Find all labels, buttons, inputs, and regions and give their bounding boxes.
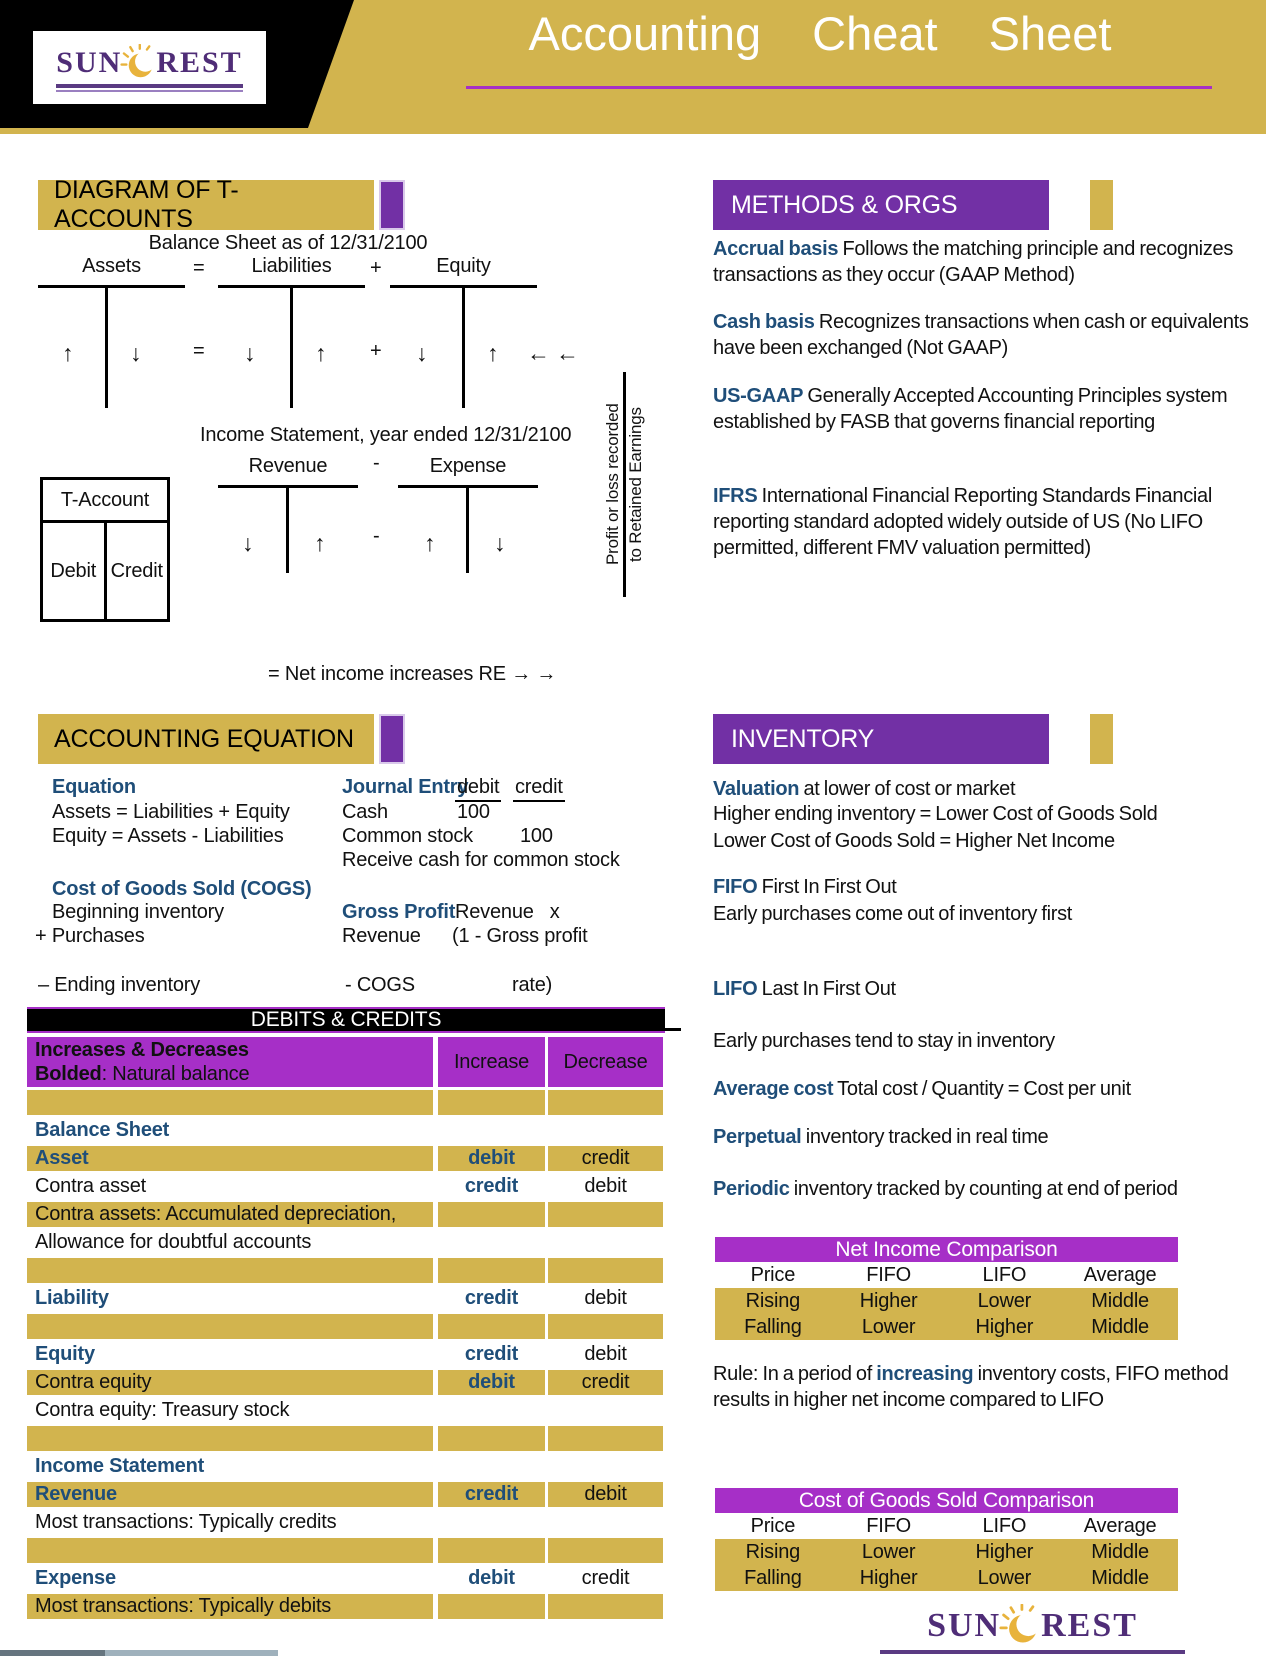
col-lifo: LIFO: [982, 1515, 1027, 1537]
table-row: [27, 1454, 665, 1479]
journal-note: Receive cash for common stock: [342, 849, 620, 871]
valuation-text: at lower of cost or market: [799, 778, 1016, 800]
table-row: [27, 1538, 665, 1563]
row-decrease: debit: [584, 1343, 627, 1365]
journal-debit-column-header: debit: [455, 775, 501, 802]
liabilities-label: Liabilities: [251, 255, 332, 277]
row-decrease: [548, 1538, 663, 1563]
us-gaap-text: Generally Accepted Accounting Principles system established by FASB that governs financial reporting: [713, 385, 1228, 433]
section-accounting-equation: ACCOUNTING EQUATION: [38, 714, 374, 764]
col-price: Price: [750, 1264, 796, 1286]
row-label: [27, 1090, 433, 1115]
cogs-heading: Cost of Goods Sold (COGS): [52, 878, 312, 900]
table-row: [27, 1146, 665, 1171]
cell: Middle: [1091, 1290, 1149, 1312]
cogs-line-2: + Purchases: [35, 925, 145, 947]
fifo-line-2: Early purchases come out of inventory first: [713, 903, 1073, 925]
fifo-line: [713, 874, 1273, 900]
valuation-line-3: Lower Cost of Goods Sold = Higher Net Income: [713, 830, 1115, 852]
row-label: [27, 1426, 433, 1451]
t-account-title: T-Account: [43, 480, 167, 523]
table-row: [27, 1090, 665, 1115]
liabilities-credit-up-arrow: ↑: [315, 340, 327, 366]
double-left-arrows-icon: ← ←: [527, 340, 579, 366]
table-row: [715, 1314, 1178, 1340]
minus-sign-2: -: [373, 525, 380, 547]
col-price: Price: [750, 1515, 796, 1537]
purple-accent-square-2: [379, 714, 405, 764]
cell: Falling: [744, 1567, 802, 1589]
accrual-basis-term: Accrual basis: [713, 238, 839, 260]
row-increase: credit: [464, 1343, 519, 1365]
suncrest-logo-top: [33, 31, 266, 104]
logo-rest-text: REST: [156, 45, 243, 79]
row-increase: [438, 1510, 545, 1535]
row-increase: [438, 1398, 545, 1423]
rule-suffix: inventory costs, FIFO method results in higher net income compared to LIFO: [713, 1363, 1229, 1411]
cogs-comparison-title: Cost of Goods Sold Comparison: [715, 1488, 1178, 1513]
cash-basis-term: Cash basis: [713, 311, 815, 333]
row-increase: debit: [438, 1146, 545, 1171]
equation-line-2: Equity = Assets - Liabilities: [52, 825, 284, 847]
table-row: [27, 1258, 665, 1283]
assets-t-topline: [38, 285, 185, 288]
balance-sheet-caption: Balance Sheet as of 12/31/2100: [148, 232, 428, 254]
journal-row1-account: Cash: [342, 801, 388, 823]
table-row: [27, 1286, 665, 1311]
equity-t-stem: [462, 288, 465, 408]
dash-mark: [665, 1028, 681, 1031]
cell: Middle: [1091, 1541, 1149, 1563]
row-label: Contra asset: [35, 1175, 146, 1197]
cash-basis-paragraph: [713, 309, 1270, 361]
gross-profit-r2: (1 - Gross profit: [452, 925, 588, 947]
plus-sign: +: [370, 257, 382, 279]
lifo-line-2: Early purchases tend to stay in inventory: [713, 1030, 1055, 1052]
suncrest-crescent-icon: [122, 44, 156, 82]
revenue-label: Revenue: [248, 455, 328, 477]
periodic-line: [713, 1176, 1273, 1202]
row-decrease: [548, 1398, 663, 1423]
row-increase: [438, 1538, 545, 1563]
partial-table-bar-light: [105, 1650, 278, 1656]
column-header-row: [715, 1262, 1178, 1288]
row-decrease: [548, 1510, 663, 1535]
row-increase: [438, 1090, 545, 1115]
header-line2-bold: Bolded: [35, 1063, 102, 1085]
equity-credit-up-arrow: ↑: [487, 340, 499, 366]
cell: Middle: [1091, 1567, 1149, 1589]
row-decrease: debit: [548, 1482, 663, 1507]
assets-label: Assets: [82, 255, 141, 277]
table-row: [27, 1342, 665, 1367]
gross-profit-heading: Gross Profit: [342, 901, 456, 923]
gold-accent-square: [1090, 180, 1113, 230]
cell: Falling: [744, 1316, 802, 1338]
cell: Lower: [977, 1567, 1032, 1589]
equation-heading: Equation: [52, 776, 136, 798]
valuation-line: [713, 776, 1273, 802]
t-account-legend: [40, 477, 170, 622]
expense-t-stem: [466, 488, 469, 573]
row-label: Liability: [35, 1287, 109, 1309]
table-row: [715, 1288, 1178, 1314]
cogs-comparison-table: [715, 1488, 1178, 1591]
row-label: [27, 1314, 433, 1339]
table-row: [27, 1398, 665, 1423]
table-row: [715, 1565, 1178, 1591]
equals-sign: =: [193, 257, 205, 279]
cell: Middle: [1091, 1316, 1149, 1338]
row-increase: credit: [464, 1287, 519, 1309]
expense-label: Expense: [429, 455, 507, 477]
perpetual-term: Perpetual: [713, 1126, 802, 1148]
row-label: Most transactions: Typically credits: [35, 1511, 337, 1533]
table-row: [27, 1426, 665, 1451]
row-label: Contra equity: [27, 1370, 433, 1395]
row-decrease: debit: [584, 1175, 627, 1197]
us-gaap-term: US-GAAP: [713, 385, 804, 407]
minus-sign: -: [373, 452, 380, 474]
row-label: Equity: [35, 1343, 95, 1365]
row-decrease: [548, 1090, 663, 1115]
table-body: [715, 1288, 1178, 1340]
perpetual-line: [713, 1124, 1273, 1150]
valuation-line-2: Higher ending inventory = Lower Cost of Goods Sold: [713, 803, 1158, 825]
increase-column-header: Increase: [438, 1037, 545, 1087]
header-line1: Increases & Decreases: [35, 1039, 249, 1061]
col-average: Average: [1083, 1515, 1157, 1537]
equity-debit-down-arrow: ↓: [416, 340, 428, 366]
section-inventory: INVENTORY: [713, 714, 1049, 764]
row-decrease: credit: [548, 1370, 663, 1395]
row-increase: [438, 1258, 545, 1283]
us-gaap-paragraph: [713, 383, 1270, 435]
lifo-line: [713, 976, 1273, 1002]
row-increase: [438, 1230, 545, 1255]
expense-credit-down-arrow: ↓: [494, 530, 506, 556]
row-label: Asset: [27, 1146, 433, 1171]
logo-underline: [880, 1650, 1185, 1654]
row-label: Contra assets: Accumulated depreciation,: [27, 1202, 433, 1227]
retained-earnings-note: [603, 372, 646, 597]
liabilities-t-stem: [290, 288, 293, 408]
row-increase: [438, 1202, 545, 1227]
cell: Rising: [745, 1290, 801, 1312]
gold-accent-square-2: [1090, 714, 1113, 764]
debits-credits-table: [27, 1007, 665, 1619]
periodic-text: inventory tracked by counting at end of period: [789, 1178, 1178, 1200]
lifo-term: LIFO: [713, 978, 758, 1000]
row-increase: credit: [464, 1175, 519, 1197]
equals-sign-2: =: [193, 340, 205, 362]
rule-prefix: Rule: In a period of: [713, 1363, 877, 1385]
col-fifo: FIFO: [866, 1515, 911, 1537]
table-row: [27, 1510, 665, 1535]
row-decrease: [548, 1230, 663, 1255]
logo-rest-text: REST: [1041, 1607, 1138, 1644]
credit-side-label: Credit: [110, 559, 163, 582]
net-income-note: = Net income increases RE → →: [268, 663, 557, 685]
col-average: Average: [1083, 1264, 1157, 1286]
row-label: Revenue: [27, 1482, 433, 1507]
lifo-text: Last In First Out: [757, 978, 896, 1000]
assets-debit-up-arrow: ↑: [62, 340, 74, 366]
ifrs-paragraph: [713, 483, 1270, 561]
perpetual-text: inventory tracked in real time: [801, 1126, 1049, 1148]
equation-line-1: Assets = Liabilities + Equity: [52, 801, 290, 823]
gross-profit-l3: - COGS: [345, 974, 415, 996]
table-header-row: [27, 1037, 665, 1087]
assets-credit-down-arrow: ↓: [130, 340, 142, 366]
cell: Higher: [859, 1290, 918, 1312]
table-body: [715, 1539, 1178, 1591]
row-increase: [438, 1118, 545, 1143]
logo-underline: [56, 84, 242, 88]
section-methods-orgs: METHODS & ORGS: [713, 180, 1049, 230]
table-row: [27, 1174, 665, 1199]
column-header-row: [715, 1513, 1178, 1539]
cell: Higher: [975, 1316, 1034, 1338]
cogs-line-1: Beginning inventory: [52, 901, 224, 923]
journal-row2-account: Common stock: [342, 825, 473, 847]
table-row: [27, 1370, 665, 1395]
net-income-comparison-table: [715, 1237, 1178, 1340]
journal-row1-debit: 100: [457, 801, 490, 823]
accrual-basis-text: Follows the matching principle and recognizes transactions as they occur (GAAP Method): [713, 238, 1234, 286]
logo-sun-text: SUN: [56, 45, 123, 79]
cell: Higher: [975, 1541, 1034, 1563]
decrease-column-header: Decrease: [548, 1037, 663, 1087]
gross-profit-r1: Revenue x: [455, 901, 560, 923]
cogs-line-3: – Ending inventory: [38, 974, 201, 996]
row-label: Income Statement: [35, 1455, 205, 1477]
row-increase: [438, 1426, 545, 1451]
title-underline: [466, 86, 1212, 89]
revenue-t-stem: [286, 488, 289, 573]
retained-earnings-note-line2: to Retained Earnings: [626, 407, 645, 562]
valuation-term: Valuation: [713, 778, 800, 800]
journal-credit-column-header: credit: [513, 775, 565, 802]
expense-debit-up-arrow: ↑: [424, 530, 436, 556]
row-decrease: [548, 1118, 663, 1143]
fifo-term: FIFO: [713, 876, 758, 898]
periodic-term: Periodic: [713, 1178, 790, 1200]
row-label: Balance Sheet: [35, 1119, 170, 1141]
row-label: Expense: [35, 1567, 116, 1589]
row-decrease: [548, 1314, 663, 1339]
fifo-text: First In First Out: [757, 876, 897, 898]
row-increase: [438, 1594, 545, 1619]
row-decrease: [548, 1454, 663, 1479]
header-label-cell: [27, 1037, 433, 1087]
revenue-debit-down-arrow: ↓: [242, 530, 254, 556]
average-cost-line: [713, 1076, 1273, 1102]
retained-earnings-note-line1: Profit or loss recorded: [603, 403, 622, 566]
gross-profit-r3: rate): [512, 974, 553, 996]
page-title: Accounting Cheat Sheet: [528, 7, 1112, 60]
assets-t-stem: [105, 288, 108, 408]
row-increase: [438, 1454, 545, 1479]
row-label: [27, 1258, 433, 1283]
row-label: [27, 1538, 433, 1563]
table-row: [27, 1314, 665, 1339]
equity-label: Equity: [436, 255, 491, 277]
accrual-basis-paragraph: [713, 236, 1270, 288]
table-row: [27, 1566, 665, 1591]
row-decrease: [548, 1594, 663, 1619]
table-row: [27, 1118, 665, 1143]
col-fifo: FIFO: [866, 1264, 911, 1286]
row-decrease: [548, 1258, 663, 1283]
row-label: Contra equity: Treasury stock: [35, 1399, 290, 1421]
table-row: [27, 1482, 665, 1507]
section-diagram-of-t-accounts: DIAGRAM OF T-ACCOUNTS: [38, 180, 374, 230]
suncrest-crescent-icon: [1001, 1604, 1041, 1648]
row-decrease: [548, 1202, 663, 1227]
table-row: [27, 1594, 665, 1619]
table-row: [715, 1539, 1178, 1565]
cell: Lower: [861, 1541, 916, 1563]
debits-credits-title: DEBITS & CREDITS: [27, 1007, 665, 1033]
table-row: [27, 1230, 665, 1255]
ifrs-term: IFRS: [713, 485, 758, 507]
row-label: Most transactions: Typically debits: [27, 1594, 433, 1619]
average-cost-term: Average cost: [713, 1078, 834, 1100]
purple-accent-square: [379, 180, 405, 230]
row-label: Allowance for doubtful accounts: [35, 1231, 312, 1253]
cell: Lower: [977, 1290, 1032, 1312]
row-increase: debit: [438, 1370, 545, 1395]
header-line2-rest: : Natural balance: [101, 1063, 250, 1085]
liabilities-debit-down-arrow: ↓: [244, 340, 256, 366]
table-row: [27, 1202, 665, 1227]
cash-basis-text: Recognizes transactions when cash or equivalents have been exchanged (Not GAAP): [713, 311, 1249, 359]
journal-entry-heading: Journal Entry: [342, 776, 469, 798]
row-increase: debit: [468, 1567, 515, 1589]
gross-profit-l2: Revenue: [342, 925, 421, 947]
ifrs-text: International Financial Reporting Standards Financial reporting standard adopted widely outside of US (No LIFO permitted, different FMV valuation permitted): [713, 485, 1212, 559]
plus-sign-2: +: [370, 340, 382, 362]
cell: Rising: [745, 1541, 801, 1563]
average-cost-text: Total cost / Quantity = Cost per unit: [833, 1078, 1131, 1100]
row-decrease: debit: [584, 1287, 627, 1309]
cell: Lower: [861, 1316, 916, 1338]
income-statement-caption: Income Statement, year ended 12/31/2100: [200, 424, 572, 446]
debit-side-label: Debit: [43, 523, 107, 619]
fifo-lifo-rule: [713, 1361, 1238, 1413]
journal-row2-credit: 100: [520, 825, 553, 847]
cell: Higher: [859, 1567, 918, 1589]
logo-underline-2: [56, 90, 242, 92]
revenue-credit-up-arrow: ↑: [314, 530, 326, 556]
net-income-comparison-title: Net Income Comparison: [715, 1237, 1178, 1262]
row-increase: [438, 1314, 545, 1339]
logo-sun-text: SUN: [927, 1607, 1002, 1644]
rule-highlight: increasing: [876, 1363, 974, 1385]
row-decrease: credit: [581, 1567, 630, 1589]
partial-table-bar-dark: [0, 1650, 105, 1656]
suncrest-logo-bottom: [880, 1604, 1185, 1656]
col-lifo: LIFO: [982, 1264, 1027, 1286]
row-decrease: credit: [548, 1146, 663, 1171]
row-increase: credit: [438, 1482, 545, 1507]
row-decrease: [548, 1426, 663, 1451]
